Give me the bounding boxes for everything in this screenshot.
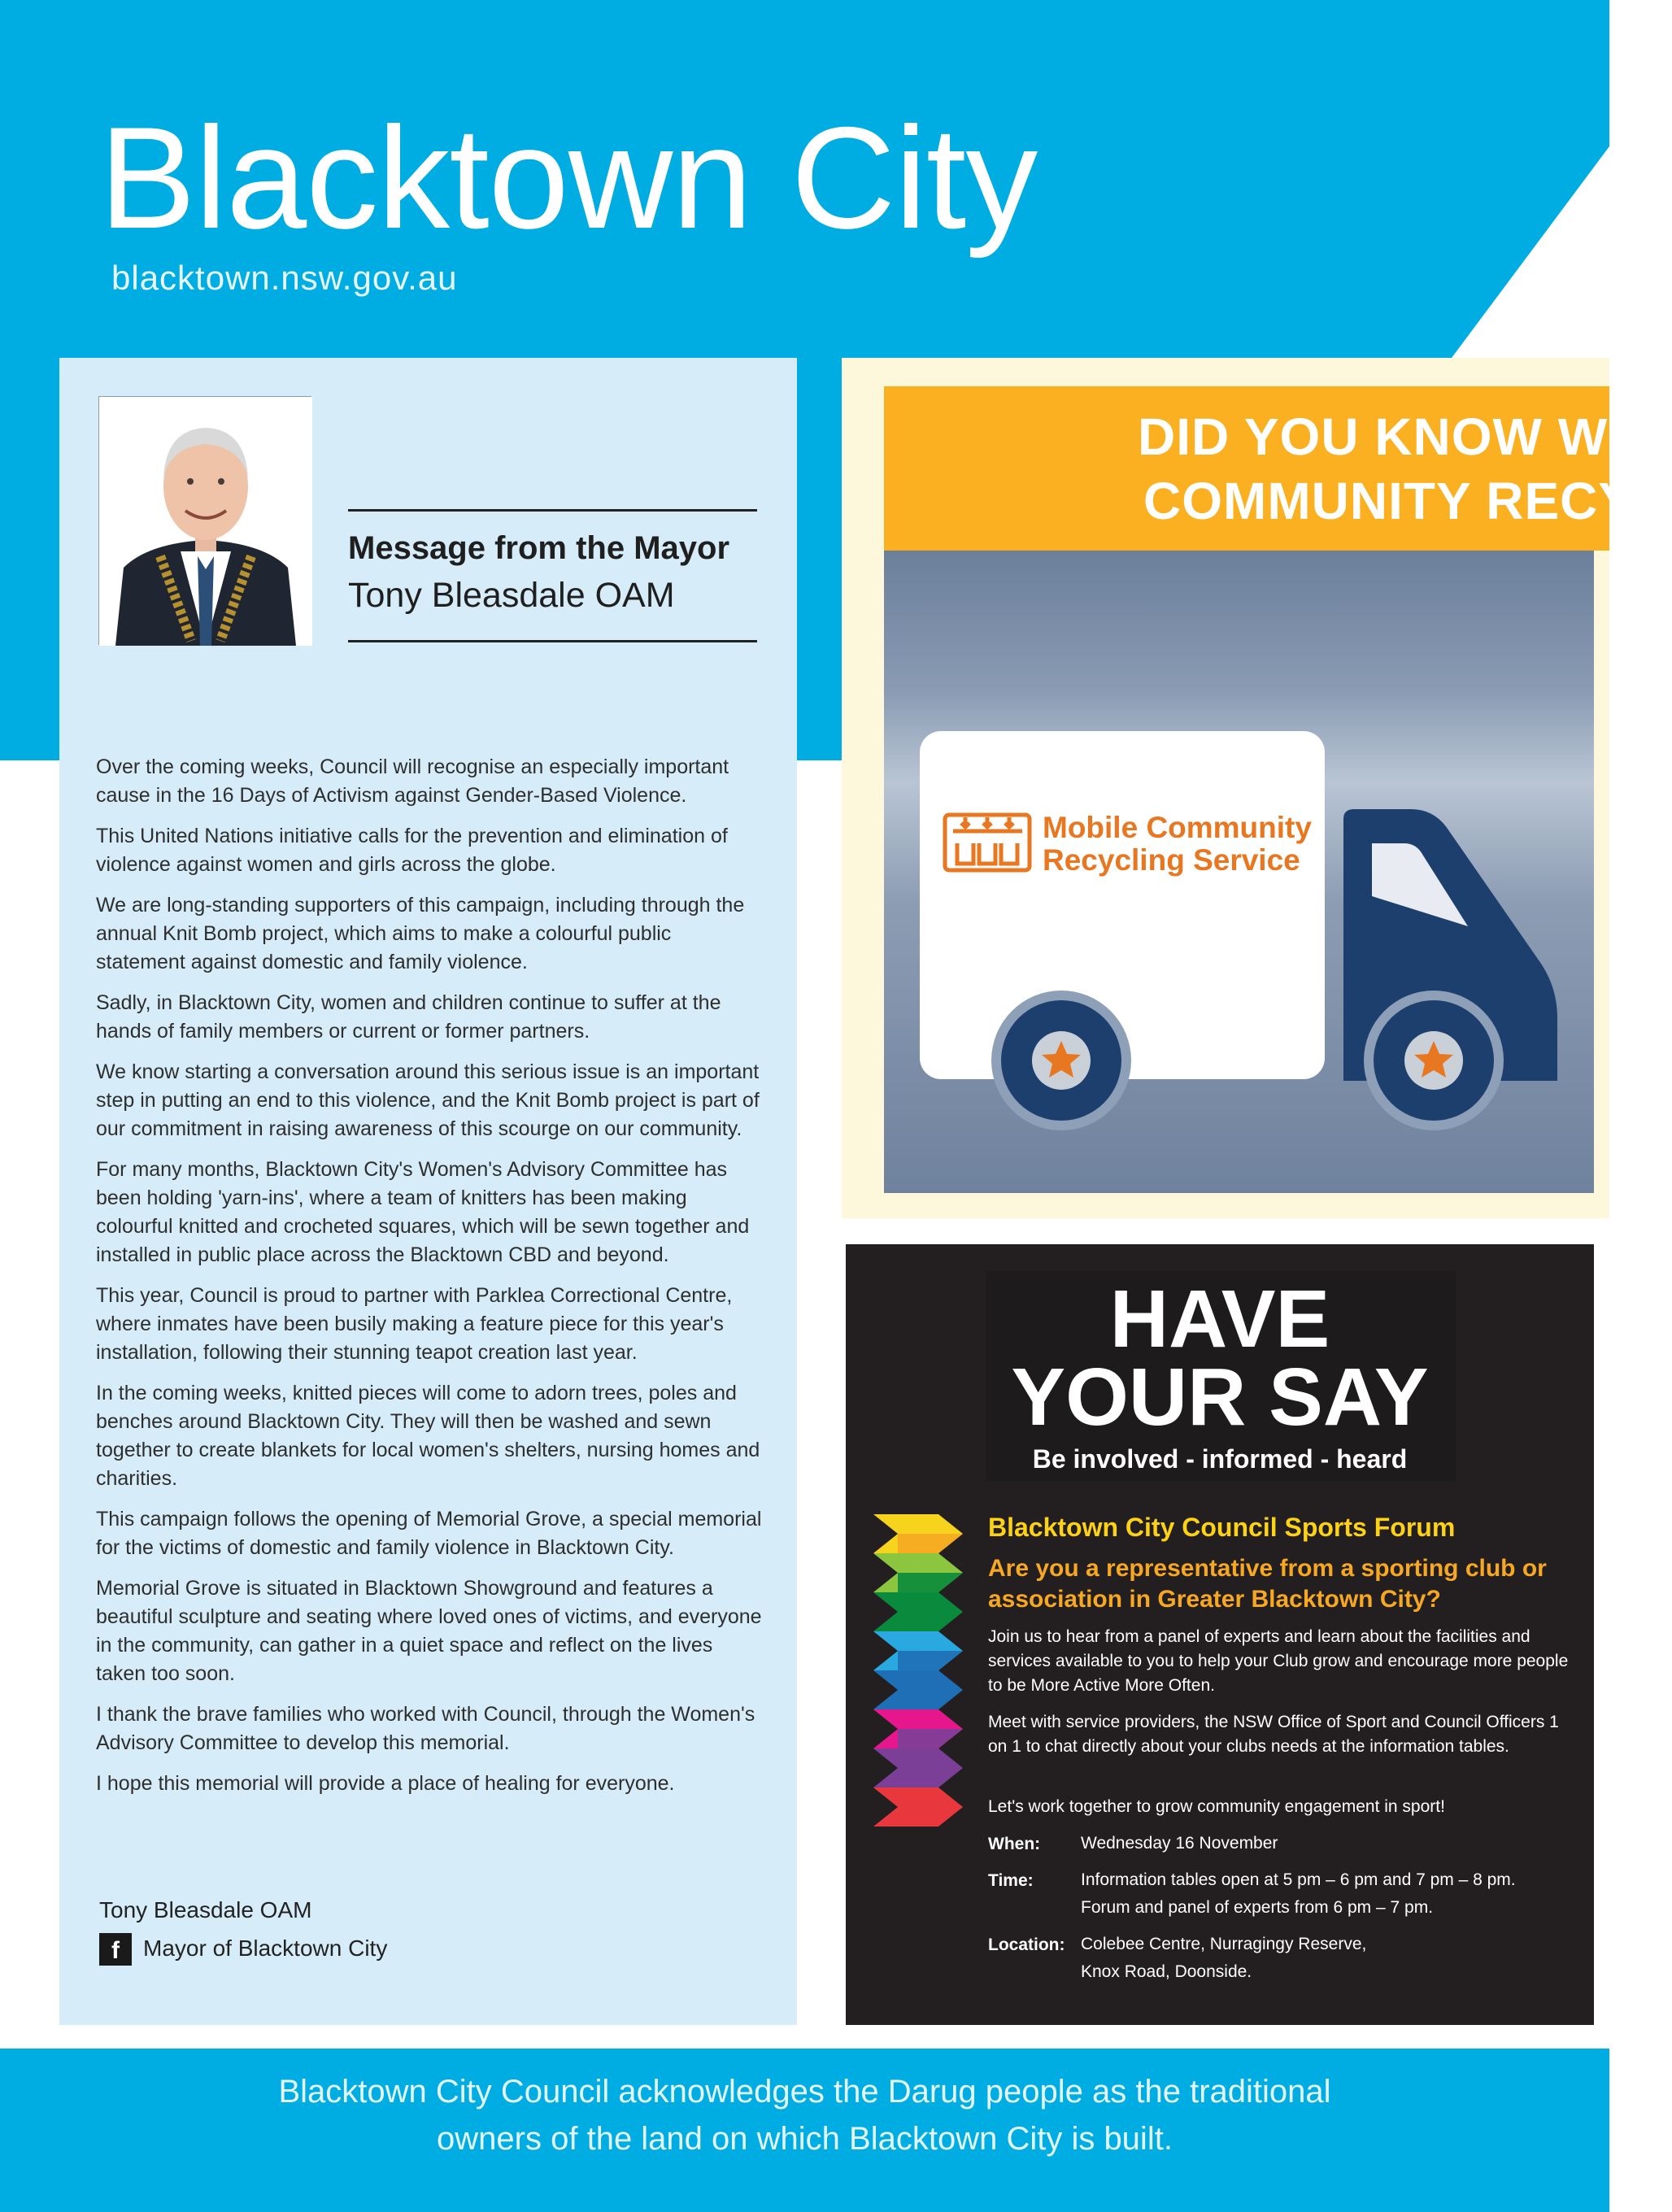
facebook-icon[interactable]: f	[99, 1933, 132, 1966]
banner-line-2: COMMUNITY RECYC	[1143, 472, 1672, 530]
paragraph: This United Nations initiative calls for the prevention and elimination of violence against women and girls across the globe.	[96, 825, 728, 876]
sports-forum-question: Are you a representative from a sporting club or association in Greater Blacktown City?	[988, 1555, 1547, 1613]
paragraph: We are long-standing supporters of this campaign, including through the annual Knit Bomb project, which aims to make a colourful public statement against domestic and family violence.	[96, 894, 745, 973]
paragraph: For many months, Blacktown City's Women's Advisory Committee has been holding 'yarn-ins', where a team of knitters has been making colourful knitted and crocheted squares, which will be sewn together and installed in public place across the Blacktown CBD and beyond.	[96, 1158, 750, 1266]
signature-name: Tony Bleasdale OAM	[99, 1897, 312, 1922]
time-label: Time:	[988, 1871, 1034, 1890]
recycling-logo-text	[1043, 812, 1312, 877]
sports-forum-paragraph: Let's work together to grow community engagement in sport!	[988, 1797, 1445, 1816]
acknowledgement-line-1: Blacktown City Council acknowledges the Darug people as the traditional	[278, 2074, 1331, 2110]
heading-rule-top	[348, 509, 757, 512]
paragraph: In the coming weeks, knitted pieces will come to adorn trees, poles and benches around Blacktown City. They will then be washed and sewn together to create blankets for local women's shelters, nursing homes and charities.	[96, 1382, 760, 1490]
sports-forum-paragraph: Join us to hear from a panel of experts and learn about the facilities and services available to you to help your Club grow and encourage more people to be More Active More Often.	[988, 1627, 1569, 1695]
sports-forum-paragraph: Meet with service providers, the NSW Office of Sport and Council Officers 1 on 1 to chat directly about your clubs needs at the information tables.	[988, 1713, 1559, 1756]
when-value: Wednesday 16 November	[1081, 1834, 1278, 1853]
when-label: When:	[988, 1835, 1041, 1853]
acknowledgement-line-2: owners of the land on which Blacktown City is built.	[437, 2121, 1173, 2157]
logo-line-2: Recycling Service	[1043, 843, 1300, 877]
have-your-say-line-1: HAVE	[1109, 1274, 1330, 1365]
have-your-say-line-2: YOUR SAY	[1011, 1352, 1429, 1443]
banner-line-1: DID YOU KNOW WE	[1138, 407, 1644, 466]
paragraph: Sadly, in Blacktown City, women and children continue to suffer at the hands of family members or current or former partners.	[96, 991, 721, 1043]
paragraph: We know starting a conversation around this serious issue is an important step in putting an end to this violence, and the Knit Bomb project is part of our commitment in raising awareness of this scourge on our community.	[96, 1060, 760, 1140]
paragraph: Memorial Grove is situated in Blacktown Showground and features a beautiful sculpture and seating where loved ones of victims, and everyone in the community, can gather in a quiet space and reflect on the lives taken too soon.	[96, 1577, 762, 1685]
mayor-message-heading: Message from the Mayor	[348, 530, 730, 566]
recycling-banner	[884, 386, 1672, 551]
logo-line-1: Mobile Community	[1043, 811, 1312, 844]
paragraph: This campaign follows the opening of Memorial Grove, a special memorial for the victims of domestic and family violence in Blacktown City.	[96, 1508, 762, 1559]
paragraph: This year, Council is proud to partner with Parklea Correctional Centre, where inmates have been busily making a feature piece for this year's installation, following their stunning teapot creation last year.	[96, 1284, 733, 1364]
sports-forum-title: Blacktown City Council Sports Forum	[988, 1513, 1456, 1542]
mayor-message-body	[96, 753, 763, 1810]
location-label: Location:	[988, 1936, 1065, 1954]
time-value-2: Forum and panel of experts from 6 pm – 7 pm.	[1081, 1898, 1434, 1917]
location-value-2: Knox Road, Doonside.	[1081, 1962, 1252, 1981]
website-url[interactable]: blacktown.nsw.gov.au	[111, 259, 458, 297]
mayor-name: Tony Bleasdale OAM	[348, 576, 675, 615]
heading-rule-bottom	[348, 640, 757, 642]
paragraph: I thank the brave families who worked with Council, through the Women's Advisory Committee to develop this memorial.	[96, 1703, 755, 1754]
time-value-1: Information tables open at 5 pm – 6 pm and 7 pm – 8 pm.	[1081, 1870, 1516, 1889]
location-value-1: Colebee Centre, Nurragingy Reserve,	[1081, 1935, 1367, 1953]
signature-title[interactable]: Mayor of Blacktown City	[143, 1936, 388, 1961]
have-your-say-subtitle: Be involved - informed - heard	[1032, 1444, 1408, 1474]
paragraph: Over the coming weeks, Council will recognise an especially important cause in the 16 Days of Activism against Gender-Based Violence.	[96, 755, 729, 807]
page-title: Blacktown City	[99, 97, 1038, 259]
paragraph: I hope this memorial will provide a place of healing for everyone.	[96, 1772, 675, 1795]
chevron-stack-icon	[873, 1514, 963, 1831]
mayor-portrait	[98, 396, 311, 645]
